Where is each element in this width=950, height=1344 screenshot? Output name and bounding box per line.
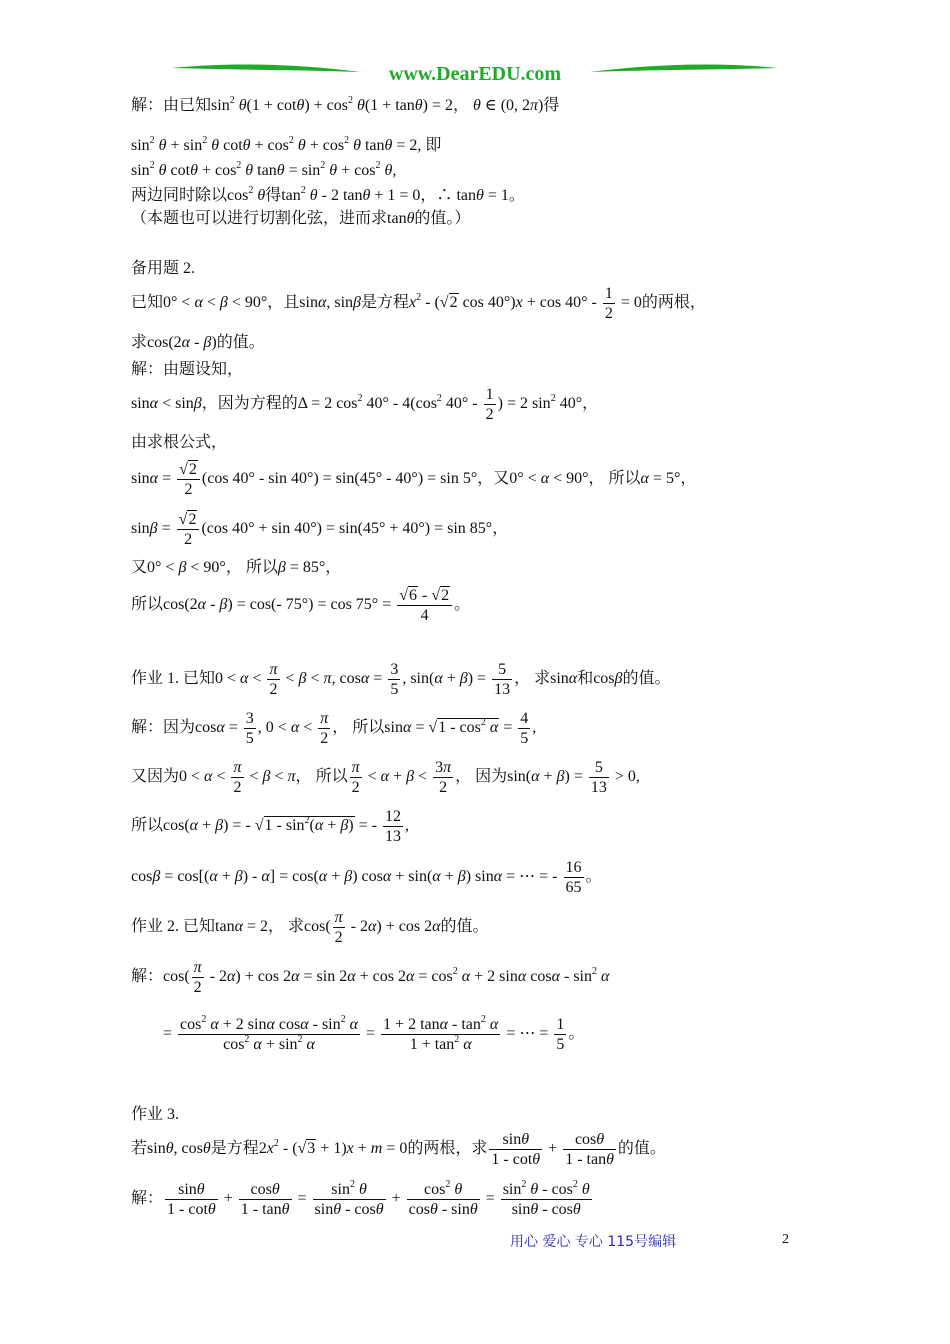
text: 因为: [475, 768, 508, 786]
line-beta-value: 又0° < β < 90°， 所以β = 85°，: [131, 559, 342, 576]
text: 已知: [131, 294, 164, 312]
text: 解：由题设知，: [131, 361, 244, 378]
text: 的两根，: [407, 1140, 472, 1158]
text: 又: [493, 470, 510, 488]
line-note: （本题也可以进行切割化弦，进而求tanθ的值。）: [131, 210, 471, 227]
line-hw1-answer: cosβ = cos[(α + β) - α] = cos(α + β) cosα + sin(α + β) sinα = ⋯ = - $\frac{16}{65}$ 。: [131, 859, 602, 896]
text: 是方程: [361, 294, 410, 312]
text: 所以: [131, 596, 164, 614]
text: 解：: [131, 1190, 164, 1208]
line-hw2-solution-1: 解：cos( $\frac{\pi}{2}$ - $2\alpha) + \cos 2\alpha = \sin 2\alpha + \cos 2\alpha = \cos^2 \alpha + 2$ sinα cosα - $\sin^2 \alpha$: [131, 959, 610, 996]
line-sin-alpha: sinα = $\frac{√2}{2}$ (cos 40° - sin 40°) = sin(45° - 40°) = sin 5°，又0° < α < 90°， 所以α = 5°，: [131, 461, 697, 498]
text: 作业 2. 已知: [131, 918, 216, 936]
line-hw1-sin-alpha: 解：因为cosα = $\frac{3}{5}$ , 0 < α < $\frac{\pi}{2}$ ， 所以$\sin\alpha = √1 - \cos^2 \alpha$ = $\frac{4}{5}$ ,: [131, 710, 537, 747]
text: 的值。: [440, 918, 489, 936]
text: 求: [288, 918, 305, 936]
line-root-formula: [131, 433, 227, 453]
text: 两边同时除以: [131, 187, 228, 204]
line-backup-delta: sinα < sinβ，因为方程的Δ = 2 $\cos^2 40^\circ - 4(\cos^2$ 40° - $\frac{1}{2}$ ) = 2 $\sin^2 40^\circ$，: [131, 386, 599, 423]
text: 求: [131, 334, 148, 351]
text: 求: [534, 670, 551, 688]
line-backup-solution-start: [131, 360, 243, 380]
line-hw1-range: 又因为0 < α < $\frac{\pi}{2}$ < β < π， 所以 $\frac{\pi}{2}$ < α + β < $\frac{3\pi}{2}$ ， 因为sin(α + β) = $\frac{5}{13}$ > 0,: [131, 759, 640, 796]
text: 的两根，: [641, 294, 706, 312]
text: ，且: [267, 294, 300, 312]
text: 所以: [608, 470, 641, 488]
heading-hw3: [131, 1105, 179, 1125]
text: 的值。）: [414, 210, 471, 227]
heading-backup-2: [131, 259, 195, 279]
text: 所以: [245, 559, 278, 576]
text: 所以: [352, 719, 385, 737]
line-solution-2: $\sin^2 \theta + \sin^2 \theta$ $\cot\theta + \cos^2 \theta + \cos^2 \theta$ tanθ = 2, 即: [131, 135, 442, 154]
text: 作业 1. 已知: [131, 670, 216, 688]
text: ⋯: [519, 868, 536, 886]
text: 备用题 2.: [131, 260, 196, 277]
header-swoosh-right: [590, 65, 778, 72]
text: 又因为: [131, 768, 180, 786]
text: 和: [577, 670, 594, 688]
text: 得: [543, 97, 560, 114]
line-sin-beta: sinβ = $\frac{√2}{2}$ (cos 40° + sin 40°) = sin(45° + 40°) = sin 85°，: [131, 511, 509, 548]
text: 的值。: [617, 1140, 666, 1158]
text: 是方程: [210, 1140, 259, 1158]
text: ∴: [436, 187, 453, 204]
text: 得: [265, 187, 282, 204]
text: 由求根公式，: [131, 434, 228, 451]
text: ⋯: [519, 1025, 536, 1043]
text: 所以: [315, 768, 348, 786]
text: ，因为方程的: [201, 395, 298, 413]
line-backup-ask: 求cos(2α - β)的值。: [131, 334, 265, 351]
text: 的值。: [216, 334, 265, 351]
line-hw1-cos-sum: 所以cos(α + β) = - $√1 - \sin^2(\alpha + \beta)$ = - $\frac{12}{13}$ ,: [131, 808, 409, 845]
line-backup-problem: 已知0° < α < β < 90°，且sinα, sinβ是方程$x^2 - (√2$ cos 40°)x + cos 40° - $\frac{1}{2}$ = 0的两根，: [131, 285, 706, 322]
footer-text: 用心 爱心 专心 115号编辑: [510, 1234, 677, 1250]
header-banner: [170, 56, 780, 90]
text: （本题也可以进行切割化弦，进而求: [131, 210, 388, 227]
text: 作业 3.: [131, 1106, 180, 1123]
header-site-name: www.DearEDU.com: [388, 63, 562, 85]
line-hw3-problem: 若sinθ, cosθ是方程$2x^2 - (√3 + 1)x + m = 0$的两根，求 $\frac{\sin\theta}{1 - \cot\theta}$ + $\frac{\cos\theta}{1 - \tan\theta}$ 的值。: [131, 1131, 666, 1168]
line-solution-1: 解：由已知$\sin^2 \theta(1 + \cot\theta) + \cos^2 \theta(1 + \tan\theta) = 2$， θ ∈ (0, 2π)得: [131, 95, 560, 114]
line-solution-4: 两边同时除以$\cos^2 \theta$得$\tan^2 \theta - 2$ tanθ + 1 = 0，∴ tanθ = 1。: [131, 185, 525, 204]
line-hw1-problem: 作业 1. 已知0 < α < $\frac{\pi}{2}$ < β < π, cosα = $\frac{3}{5}$ , sin(α + β) = $\frac{5}{13}$ ， 求sinα和cosβ的值。: [131, 661, 671, 698]
text: 所以: [131, 817, 164, 835]
text: 求: [471, 1140, 488, 1158]
text: 解：因为: [131, 719, 196, 737]
text: 的值。: [622, 670, 671, 688]
line-hw2-solution-2: = $\frac{\cos^2 \alpha + 2 \sin\alpha \cos\alpha - \sin^2 \alpha}{\cos^2 \alpha + \sin^2 \alpha}$ = $\frac{1 + 2 \tan\alpha - \tan^2 \alpha}{1 + \tan^2 \alpha}$ = ⋯ = $\frac{1}{5}$ 。: [163, 1014, 585, 1053]
text: 即: [425, 137, 442, 154]
line-hw2-problem: 作业 2. 已知tanα = 2， 求cos( $\frac{\pi}{2}$ - 2α) + cos 2α的值。: [131, 909, 489, 946]
text: 又: [131, 559, 148, 576]
text: 解：: [131, 968, 164, 986]
header-swoosh-left: [172, 65, 360, 72]
line-backup-answer: 所以cos(2α - β) = cos(- 75°) = cos 75° = $\frac{√6 - √2}{4}$ 。: [131, 587, 471, 624]
text: 解：由已知: [131, 97, 212, 114]
line-hw3-solution: 解： $\frac{\sin\theta}{1 - \cot\theta}$ + $\frac{\cos\theta}{1 - \tan\theta}$ = $\frac{\sin^2 \theta}{\sin\theta - \cos\theta}$ + $\frac{\cos^2 \theta}{\cos\theta - \sin\theta}$ = $\frac{\sin^2 \theta - \cos^2 \theta}{\sin\theta - \cos\theta}$: [131, 1179, 590, 1218]
page-number: 2: [782, 1232, 789, 1247]
text: 若: [131, 1140, 148, 1158]
line-solution-3: $\sin^2 \theta$ $\cot\theta + \cos^2 \theta$ $\tan\theta = \sin^2 \theta + \cos^2 \theta$,: [131, 160, 397, 179]
